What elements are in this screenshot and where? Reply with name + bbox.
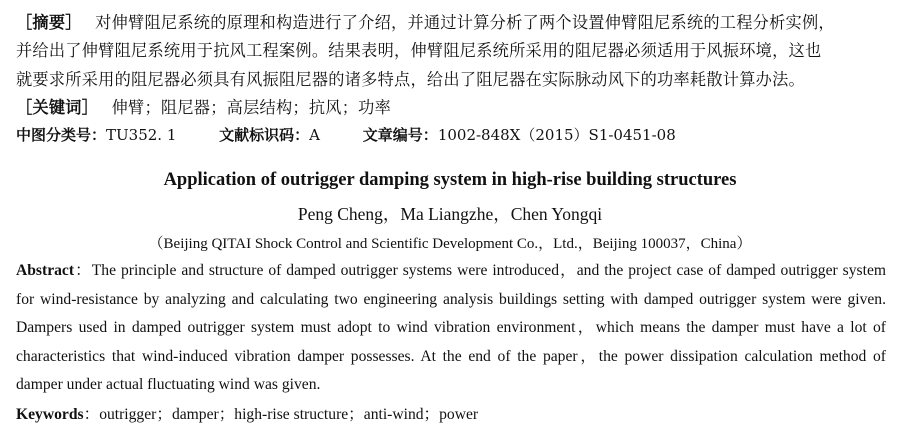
english-title: Application of outrigger damping system in high-rise building structures — [163, 170, 737, 190]
english-authors: Peng Cheng，Ma Liangzhe，Chen Yongqi — [297, 204, 603, 224]
zh-abstract-line-2: 并给出了伸臂阻尼系统用于抗风工程案例。结果表明，伸臂阻尼系统所采用的阻尼器必须适用于风振环境，这也 — [16, 41, 822, 60]
english-keywords-colon: ： — [83, 406, 100, 423]
zh-keywords — [16, 94, 888, 118]
zh-abstract-label: ［摘要］ — [16, 13, 82, 32]
doc-code-label: 文献标识码： — [219, 126, 310, 144]
clc-label: 中图分类号： — [16, 126, 107, 144]
english-abstract — [16, 257, 886, 400]
zh-keywords-label: ［关键词］ — [16, 98, 99, 117]
article-number-label: 文章编号： — [362, 126, 438, 144]
zh-keywords-text: 伸臂；阻尼器；高层结构；抗风；功率 — [111, 98, 392, 117]
clc-value: TU352. 1 — [106, 126, 177, 144]
classification-line — [16, 124, 888, 145]
zh-abstract-text-1: 对伸臂阻尼系统的原理和构造进行了介绍，并通过计算分析了两个设置伸臂阻尼系统的工程分析实例， — [95, 13, 835, 32]
english-affiliation: （Beijing QITAI Shock Control and Scientific Development Co.，Ltd.，Beijing 100037，China） — [148, 236, 752, 252]
zh-abstract-line-1 — [16, 9, 888, 33]
zh-abstract-line-3: 就要求所采用的阻尼器必须具有风振阻尼器的诸多特点，给出了阻尼器在实际脉动风下的功率耗散计算办法。 — [16, 70, 805, 89]
english-keywords-label: Keywords — [16, 406, 84, 423]
doc-code-value: A — [309, 126, 321, 144]
english-abstract-colon: ： — [74, 262, 92, 279]
english-abstract-label: Abstract — [16, 262, 75, 279]
article-number-value: 1002-848X（2015）S1-0451-08 — [437, 126, 676, 144]
english-keywords — [16, 402, 886, 424]
english-keywords-text: outrigger；damper；high-rise structure；anti-wind；power — [99, 406, 479, 423]
english-abstract-text: The principle and structure of damped outrigger systems were introduced，and the project case of damped outrigger system for wind-resistance by analyzing and calculating two engineering analysis buildings setting with damped outrigger system were given. Dampers used in damped outrigger system must adopt to wind vibration environment，which means the damper must have a lot of characteristics that wind-induced vibration damper possesses. At the end of the paper，the power dissipation calculation method of damper under actual fluctuating wind was given. — [16, 262, 886, 393]
